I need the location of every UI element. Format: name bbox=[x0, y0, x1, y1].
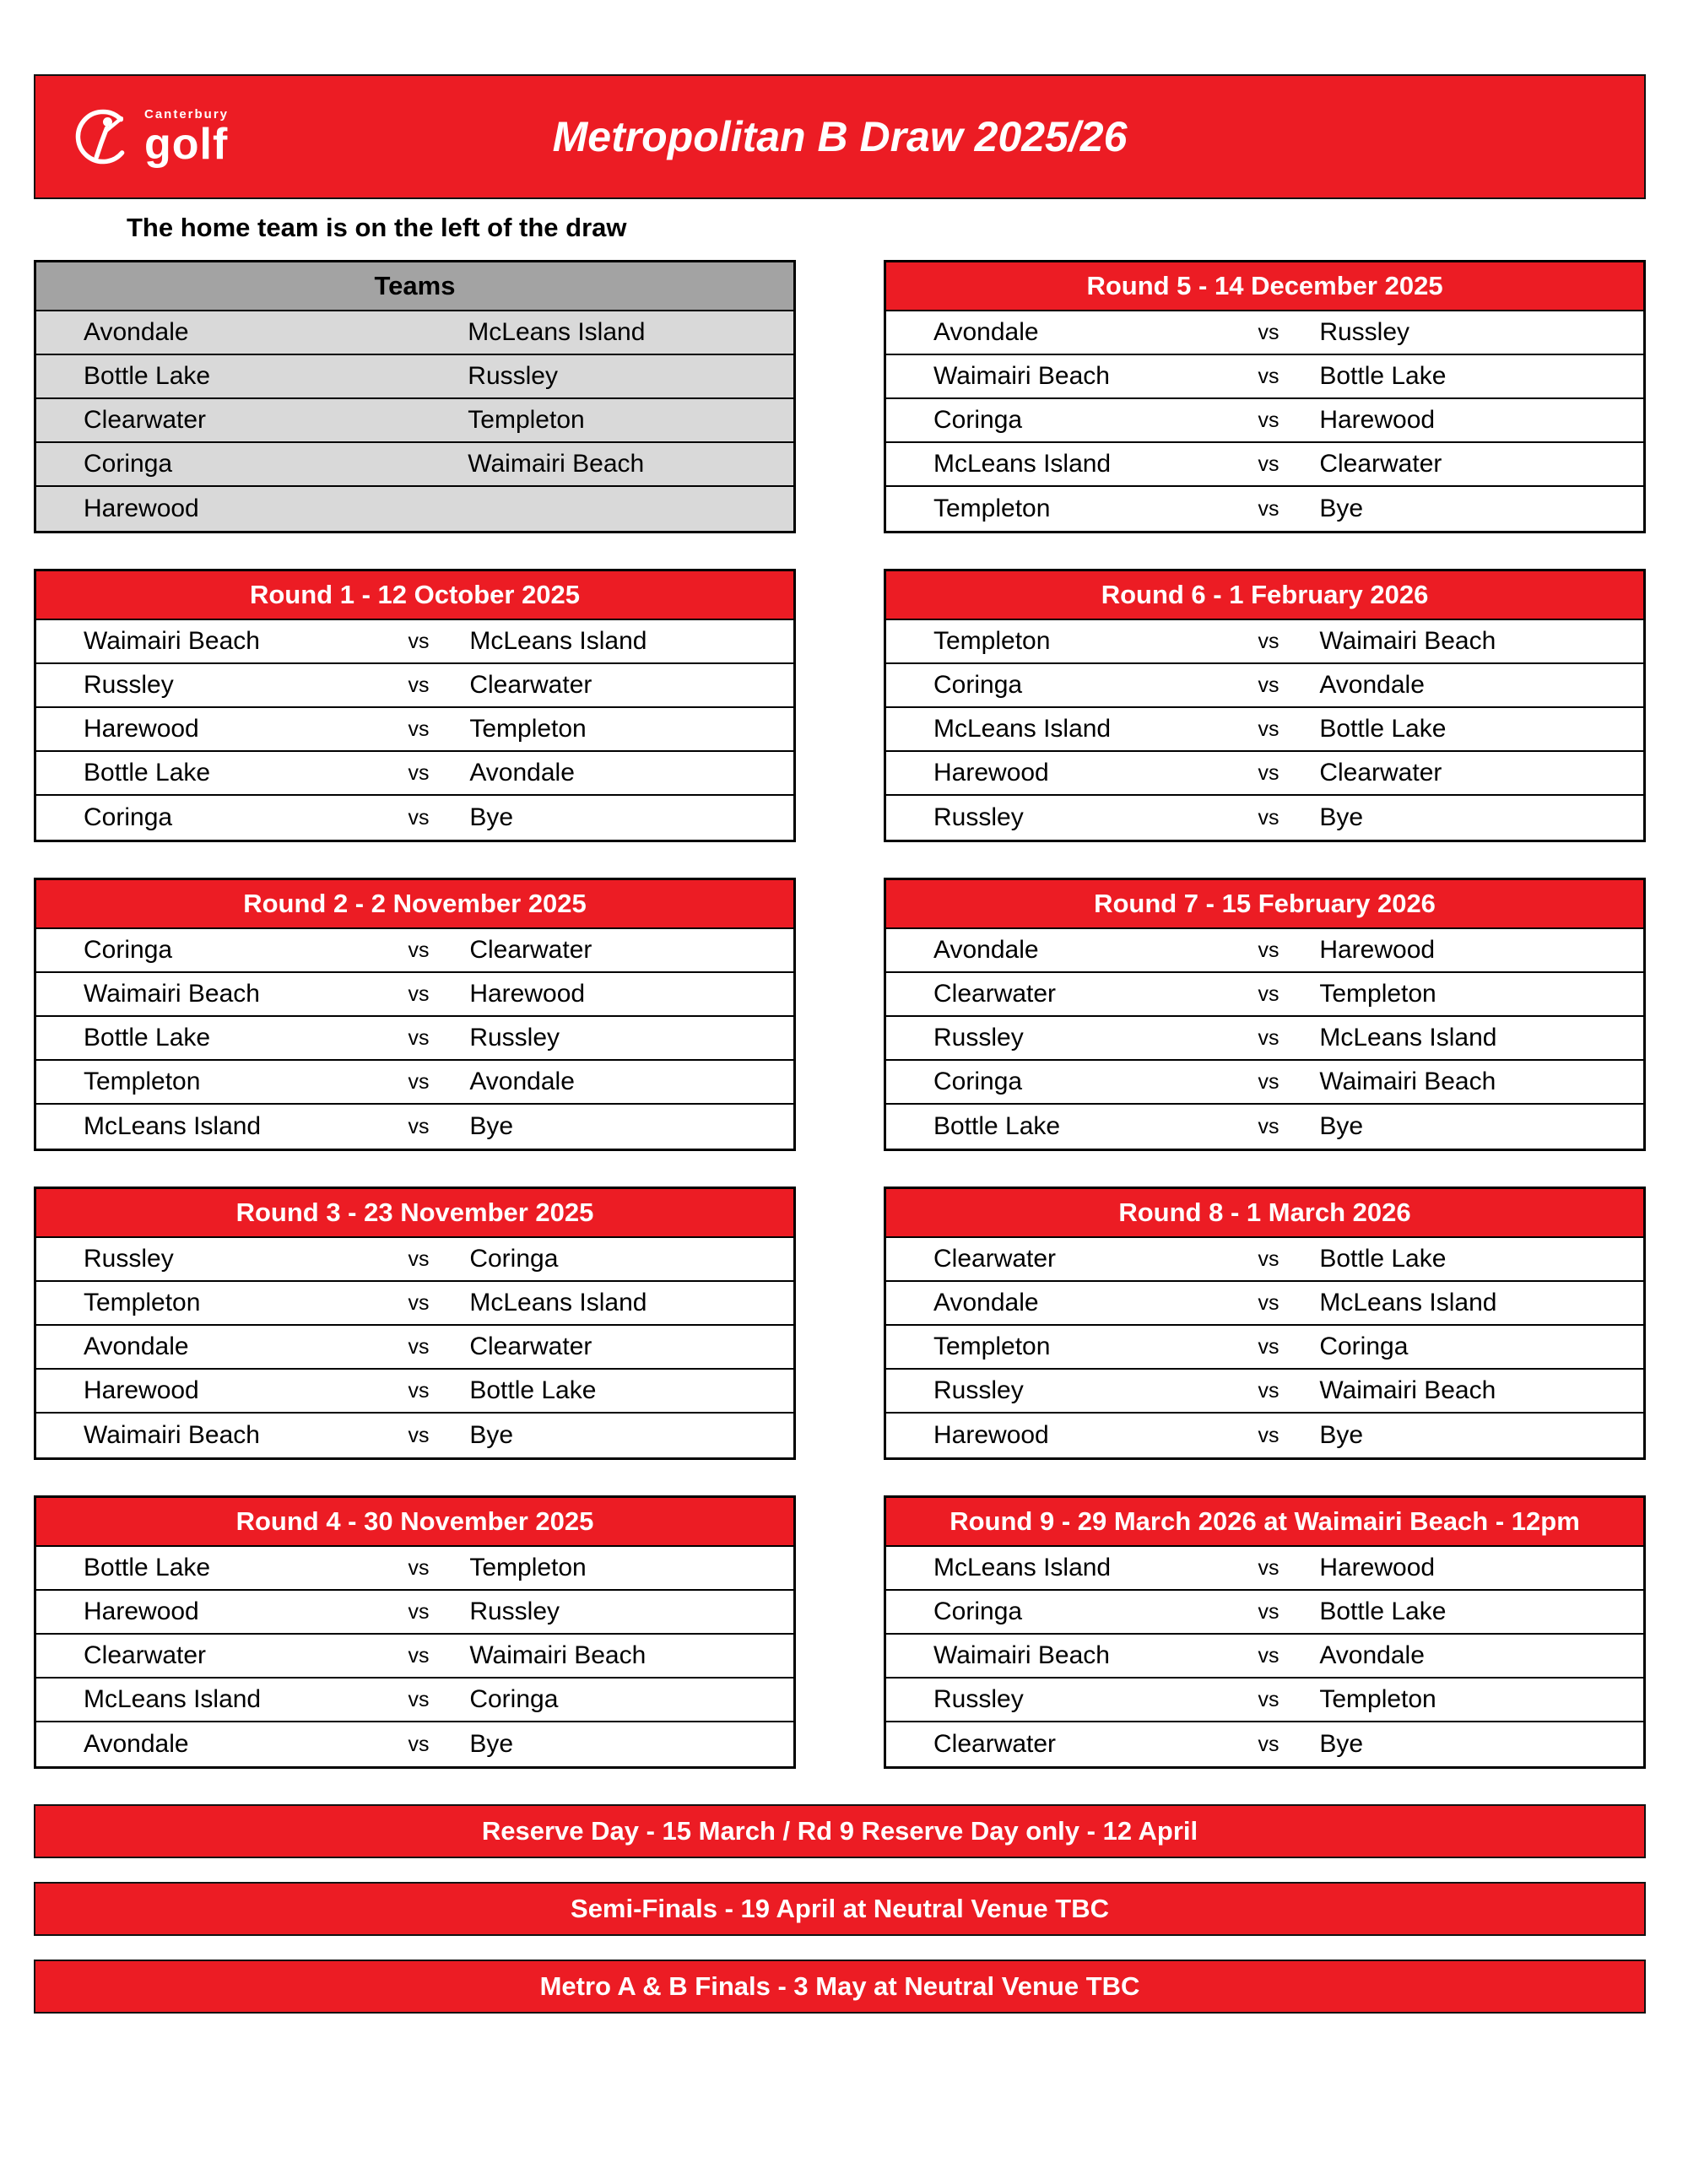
home-team: Coringa bbox=[84, 936, 173, 964]
home-team: Templeton bbox=[933, 1333, 1051, 1360]
match-row bbox=[886, 1238, 1643, 1282]
home-team: Coringa bbox=[933, 671, 1023, 699]
vs-label: vs bbox=[408, 1378, 430, 1403]
vs-label: vs bbox=[1258, 1643, 1280, 1668]
team-name-left: Avondale bbox=[84, 318, 189, 346]
home-team: McLeans Island bbox=[933, 450, 1112, 478]
semi-finals-banner: Semi-Finals - 19 April at Neutral Venue TBC bbox=[34, 1882, 1646, 1936]
vs-label: vs bbox=[408, 1334, 430, 1359]
match-row bbox=[36, 929, 793, 973]
away-team: McLeans Island bbox=[469, 1289, 647, 1316]
vs-label: vs bbox=[1258, 981, 1280, 1006]
vs-label: vs bbox=[1258, 496, 1280, 521]
match-row bbox=[36, 1547, 793, 1591]
match-row bbox=[36, 708, 793, 752]
left-column bbox=[34, 260, 796, 1804]
home-team: McLeans Island bbox=[933, 715, 1112, 743]
home-team: Coringa bbox=[84, 803, 173, 831]
away-team: Avondale bbox=[1319, 671, 1425, 699]
away-team: Bye bbox=[469, 1730, 514, 1758]
vs-label: vs bbox=[1258, 1378, 1280, 1403]
match-row bbox=[886, 620, 1643, 664]
teams-row bbox=[36, 311, 793, 355]
home-team: Harewood bbox=[84, 1597, 199, 1625]
vs-label: vs bbox=[1258, 1334, 1280, 1359]
away-team: McLeans Island bbox=[469, 627, 647, 655]
home-team: Russley bbox=[84, 1245, 174, 1273]
match-row bbox=[36, 1370, 793, 1414]
away-team: Bottle Lake bbox=[1319, 1245, 1447, 1273]
match-row bbox=[886, 973, 1643, 1017]
home-team: Clearwater bbox=[933, 1245, 1057, 1273]
round-header: Round 7 - 15 February 2026 bbox=[886, 880, 1643, 929]
vs-label: vs bbox=[1258, 1069, 1280, 1094]
round-table bbox=[884, 1187, 1646, 1460]
match-row bbox=[886, 752, 1643, 796]
vs-label: vs bbox=[408, 805, 430, 830]
home-team: Waimairi Beach bbox=[933, 1641, 1110, 1669]
round-table bbox=[884, 569, 1646, 842]
away-team: Waimairi Beach bbox=[1319, 1376, 1496, 1404]
vs-label: vs bbox=[408, 1599, 430, 1624]
home-team: Clearwater bbox=[933, 980, 1057, 1008]
match-row bbox=[886, 1105, 1643, 1149]
match-row bbox=[886, 1370, 1643, 1414]
home-team: Coringa bbox=[933, 1068, 1023, 1095]
away-team: Clearwater bbox=[1319, 759, 1442, 787]
vs-label: vs bbox=[408, 760, 430, 785]
home-team: Avondale bbox=[933, 936, 1039, 964]
away-team: Avondale bbox=[469, 1068, 575, 1095]
away-team: Coringa bbox=[469, 1685, 559, 1713]
vs-label: vs bbox=[1258, 1555, 1280, 1580]
vs-label: vs bbox=[1258, 1246, 1280, 1271]
vs-label: vs bbox=[1258, 364, 1280, 388]
vs-label: vs bbox=[408, 1114, 430, 1138]
away-team: Harewood bbox=[1319, 1554, 1436, 1581]
away-team: Bottle Lake bbox=[1319, 362, 1447, 390]
vs-label: vs bbox=[408, 1246, 430, 1271]
away-team: Templeton bbox=[1319, 1685, 1436, 1713]
match-row bbox=[36, 1061, 793, 1105]
home-team: Russley bbox=[933, 1685, 1024, 1713]
header-banner bbox=[34, 74, 1646, 199]
vs-label: vs bbox=[1258, 673, 1280, 697]
vs-label: vs bbox=[1258, 408, 1280, 432]
vs-label: vs bbox=[408, 1555, 430, 1580]
match-row bbox=[886, 311, 1643, 355]
away-team: Bye bbox=[1319, 1112, 1364, 1140]
match-row bbox=[36, 1591, 793, 1635]
teams-row bbox=[36, 487, 793, 531]
home-team: Russley bbox=[933, 1024, 1024, 1051]
away-team: Waimairi Beach bbox=[1319, 627, 1496, 655]
match-row bbox=[886, 1326, 1643, 1370]
away-team: Bottle Lake bbox=[469, 1376, 597, 1404]
round-header: Round 2 - 2 November 2025 bbox=[36, 880, 793, 929]
home-team: McLeans Island bbox=[84, 1685, 262, 1713]
vs-label: vs bbox=[1258, 1732, 1280, 1756]
teams-row bbox=[36, 443, 793, 487]
away-team: Coringa bbox=[1319, 1333, 1409, 1360]
round-header: Round 6 - 1 February 2026 bbox=[886, 571, 1643, 620]
logo-text bbox=[144, 106, 230, 169]
vs-label: vs bbox=[1258, 938, 1280, 962]
match-row bbox=[886, 1679, 1643, 1722]
away-team: Templeton bbox=[469, 1554, 587, 1581]
away-team: Avondale bbox=[1319, 1641, 1425, 1669]
match-row bbox=[886, 664, 1643, 708]
away-team: Templeton bbox=[469, 715, 587, 743]
home-team: Templeton bbox=[933, 495, 1051, 522]
vs-label: vs bbox=[408, 1025, 430, 1050]
away-team: Bottle Lake bbox=[1319, 715, 1447, 743]
away-team: Waimairi Beach bbox=[469, 1641, 647, 1669]
round-table bbox=[884, 260, 1646, 533]
home-team: Bottle Lake bbox=[84, 759, 211, 787]
away-team: Clearwater bbox=[469, 1333, 592, 1360]
match-row bbox=[886, 443, 1643, 487]
round-header: Round 9 - 29 March 2026 at Waimairi Beach - 12pm bbox=[886, 1498, 1643, 1547]
vs-label: vs bbox=[1258, 760, 1280, 785]
team-name-right: McLeans Island bbox=[468, 318, 646, 346]
match-row bbox=[36, 1635, 793, 1679]
teams-header: Teams bbox=[36, 262, 793, 311]
home-team: Waimairi Beach bbox=[84, 980, 260, 1008]
match-row bbox=[36, 796, 793, 840]
home-team: Avondale bbox=[933, 1289, 1039, 1316]
team-name-left: Bottle Lake bbox=[84, 362, 211, 390]
canterbury-golf-logo bbox=[73, 106, 230, 169]
away-team: Coringa bbox=[469, 1245, 559, 1273]
match-row bbox=[36, 1105, 793, 1149]
home-team: Russley bbox=[933, 1376, 1024, 1404]
away-team: Harewood bbox=[1319, 406, 1436, 434]
teams-table bbox=[34, 260, 796, 533]
away-team: Waimairi Beach bbox=[1319, 1068, 1496, 1095]
team-name-left: Coringa bbox=[84, 450, 173, 478]
away-team: Russley bbox=[469, 1024, 560, 1051]
home-team: Avondale bbox=[84, 1333, 189, 1360]
round-table bbox=[34, 569, 796, 842]
vs-label: vs bbox=[408, 938, 430, 962]
vs-label: vs bbox=[408, 1687, 430, 1711]
round-table bbox=[34, 1187, 796, 1460]
match-row bbox=[36, 1238, 793, 1282]
home-team: Bottle Lake bbox=[84, 1024, 211, 1051]
away-team: Clearwater bbox=[469, 671, 592, 699]
match-row bbox=[886, 355, 1643, 399]
vs-label: vs bbox=[408, 716, 430, 741]
home-team: Russley bbox=[84, 671, 174, 699]
round-header: Round 4 - 30 November 2025 bbox=[36, 1498, 793, 1547]
footer-banners bbox=[34, 1804, 1646, 2014]
vs-label: vs bbox=[408, 1069, 430, 1094]
home-team: Waimairi Beach bbox=[84, 1421, 260, 1449]
match-row bbox=[886, 1414, 1643, 1457]
round-table bbox=[884, 1495, 1646, 1769]
team-name-left: Clearwater bbox=[84, 406, 207, 434]
match-row bbox=[886, 708, 1643, 752]
draw-columns bbox=[34, 260, 1646, 1804]
golfer-icon bbox=[73, 107, 133, 166]
home-team: Russley bbox=[933, 803, 1024, 831]
away-team: Bye bbox=[469, 803, 514, 831]
vs-label: vs bbox=[1258, 320, 1280, 344]
home-team: McLeans Island bbox=[933, 1554, 1112, 1581]
home-team: Waimairi Beach bbox=[933, 362, 1110, 390]
home-team: Templeton bbox=[933, 627, 1051, 655]
away-team: Avondale bbox=[469, 759, 575, 787]
away-team: Harewood bbox=[1319, 936, 1436, 964]
vs-label: vs bbox=[1258, 1290, 1280, 1315]
away-team: Bye bbox=[1319, 1730, 1364, 1758]
match-row bbox=[886, 399, 1643, 443]
match-row bbox=[36, 1679, 793, 1722]
match-row bbox=[886, 929, 1643, 973]
vs-label: vs bbox=[1258, 805, 1280, 830]
vs-label: vs bbox=[1258, 1423, 1280, 1447]
away-team: Russley bbox=[469, 1597, 560, 1625]
match-row bbox=[36, 1017, 793, 1061]
team-name-right: Russley bbox=[468, 362, 558, 390]
match-row bbox=[36, 1414, 793, 1457]
round-header: Round 3 - 23 November 2025 bbox=[36, 1189, 793, 1238]
logo-main-text: golf bbox=[144, 119, 229, 169]
vs-label: vs bbox=[408, 1732, 430, 1756]
home-team: Coringa bbox=[933, 406, 1023, 434]
round-table bbox=[884, 878, 1646, 1151]
home-team: Clearwater bbox=[84, 1641, 207, 1669]
away-team: McLeans Island bbox=[1319, 1024, 1497, 1051]
home-team-note: The home team is on the left of the draw bbox=[127, 213, 627, 242]
match-row bbox=[886, 1061, 1643, 1105]
match-row bbox=[886, 1722, 1643, 1766]
right-column bbox=[884, 260, 1646, 1804]
home-team: Waimairi Beach bbox=[84, 627, 260, 655]
match-row bbox=[36, 620, 793, 664]
match-row bbox=[36, 1326, 793, 1370]
away-team: McLeans Island bbox=[1319, 1289, 1497, 1316]
round-table bbox=[34, 878, 796, 1151]
vs-label: vs bbox=[408, 673, 430, 697]
teams-row bbox=[36, 355, 793, 399]
vs-label: vs bbox=[408, 1643, 430, 1668]
home-team: Harewood bbox=[933, 1421, 1049, 1449]
vs-label: vs bbox=[408, 1423, 430, 1447]
round-header: Round 5 - 14 December 2025 bbox=[886, 262, 1643, 311]
round-header: Round 1 - 12 October 2025 bbox=[36, 571, 793, 620]
logo-subtext: Canterbury bbox=[144, 106, 230, 122]
home-team: McLeans Island bbox=[84, 1112, 262, 1140]
team-name-left: Harewood bbox=[84, 495, 199, 522]
home-team: Clearwater bbox=[933, 1730, 1057, 1758]
vs-label: vs bbox=[1258, 629, 1280, 653]
home-team: Harewood bbox=[84, 1376, 199, 1404]
match-row bbox=[36, 752, 793, 796]
away-team: Bye bbox=[1319, 495, 1364, 522]
away-team: Bye bbox=[1319, 1421, 1364, 1449]
away-team: Bye bbox=[469, 1421, 514, 1449]
away-team: Clearwater bbox=[1319, 450, 1442, 478]
home-team: Avondale bbox=[84, 1730, 189, 1758]
vs-label: vs bbox=[408, 629, 430, 653]
match-row bbox=[886, 1547, 1643, 1591]
home-team: Harewood bbox=[84, 715, 199, 743]
away-team: Clearwater bbox=[469, 936, 592, 964]
page-title: Metropolitan B Draw 2025/26 bbox=[552, 113, 1128, 160]
vs-label: vs bbox=[1258, 1599, 1280, 1624]
vs-label: vs bbox=[1258, 1687, 1280, 1711]
home-team: Templeton bbox=[84, 1068, 201, 1095]
home-team: Harewood bbox=[933, 759, 1049, 787]
match-row bbox=[36, 664, 793, 708]
vs-label: vs bbox=[408, 981, 430, 1006]
away-team: Harewood bbox=[469, 980, 586, 1008]
away-team: Templeton bbox=[1319, 980, 1436, 1008]
match-row bbox=[886, 1017, 1643, 1061]
home-team: Coringa bbox=[933, 1597, 1023, 1625]
home-team: Templeton bbox=[84, 1289, 201, 1316]
round-header: Round 8 - 1 March 2026 bbox=[886, 1189, 1643, 1238]
team-name-right: Templeton bbox=[468, 406, 585, 434]
home-team: Bottle Lake bbox=[84, 1554, 211, 1581]
away-team: Russley bbox=[1319, 318, 1410, 346]
home-team: Bottle Lake bbox=[933, 1112, 1061, 1140]
away-team: Bottle Lake bbox=[1319, 1597, 1447, 1625]
team-name-right: Waimairi Beach bbox=[468, 450, 645, 478]
away-team: Bye bbox=[1319, 803, 1364, 831]
match-row bbox=[886, 1282, 1643, 1326]
vs-label: vs bbox=[1258, 716, 1280, 741]
round-table bbox=[34, 1495, 796, 1769]
vs-label: vs bbox=[1258, 1025, 1280, 1050]
vs-label: vs bbox=[408, 1290, 430, 1315]
home-team: Avondale bbox=[933, 318, 1039, 346]
match-row bbox=[36, 973, 793, 1017]
vs-label: vs bbox=[1258, 451, 1280, 476]
match-row bbox=[886, 796, 1643, 840]
teams-row bbox=[36, 399, 793, 443]
match-row bbox=[886, 1591, 1643, 1635]
match-row bbox=[36, 1282, 793, 1326]
match-row bbox=[36, 1722, 793, 1766]
away-team: Bye bbox=[469, 1112, 514, 1140]
match-row bbox=[886, 1635, 1643, 1679]
finals-banner: Metro A & B Finals - 3 May at Neutral Venue TBC bbox=[34, 1960, 1646, 2014]
vs-label: vs bbox=[1258, 1114, 1280, 1138]
reserve-day-banner: Reserve Day - 15 March / Rd 9 Reserve Day only - 12 April bbox=[34, 1804, 1646, 1858]
match-row bbox=[886, 487, 1643, 531]
